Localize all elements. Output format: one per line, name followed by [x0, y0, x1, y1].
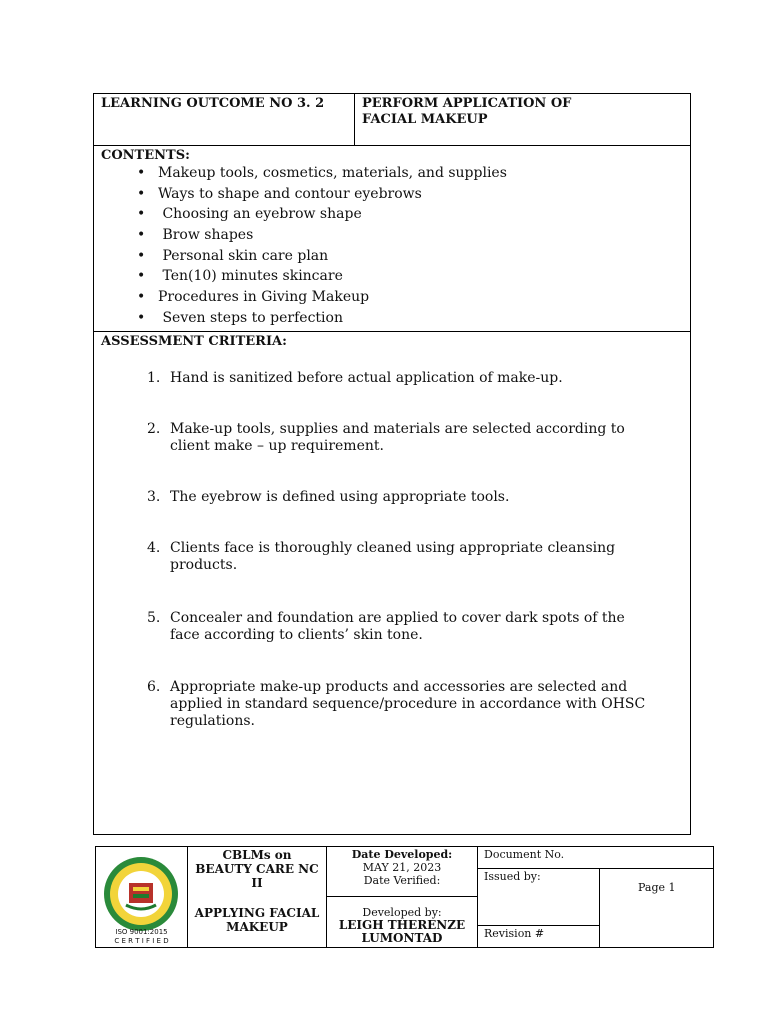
criteria-item: [147, 540, 667, 574]
criteria-text-line: products.: [170, 557, 238, 573]
contents-item-text: Choosing an eyebrow shape: [158, 206, 362, 223]
criteria-number: 4.: [147, 540, 161, 556]
cblm-line1: CBLMs on: [222, 848, 292, 862]
developer-name-line2: LUMONTAD: [361, 931, 443, 945]
module-title-line1: APPLYING FACIAL: [194, 906, 320, 920]
bullet-icon: •: [137, 165, 146, 181]
criteria-item: [147, 370, 667, 387]
contents-title: CONTENTS:: [101, 148, 190, 163]
criteria-title: ASSESSMENT CRITERIA:: [101, 334, 287, 349]
criteria-number: 3.: [147, 489, 161, 505]
criteria-text-line: Concealer and foundation are applied to cover dark spots of the: [170, 610, 625, 626]
criteria-text-line: regulations.: [170, 713, 255, 729]
contents-item: [101, 246, 690, 267]
date-verified-label: Date Verified:: [363, 874, 441, 887]
criteria-text: [147, 421, 667, 455]
outcome-title-line1: PERFORM APPLICATION OF: [362, 96, 572, 111]
criteria-text: [147, 610, 667, 644]
criteria-text-line: client make – up requirement.: [170, 438, 384, 454]
criteria-text-line: Appropriate make-up products and accessories are selected and: [170, 679, 628, 695]
contents-item: [101, 184, 690, 205]
contents-item-text: Procedures in Giving Makeup: [158, 289, 370, 306]
iso-label: ISO 9001:2015: [115, 928, 168, 936]
developed-by-label: Developed by:: [362, 906, 442, 919]
contents-item-text: Brow shapes: [158, 227, 254, 244]
contents-item: [101, 163, 690, 184]
document-no-label: Document No.: [484, 848, 565, 861]
cblm-cell: [187, 846, 327, 948]
criteria-text: [147, 370, 667, 387]
contents-item-text: Personal skin care plan: [158, 247, 329, 264]
criteria-number: 1.: [147, 370, 161, 386]
criteria-text-line: Make-up tools, supplies and materials are selected according to: [170, 421, 625, 437]
contents-item: [101, 266, 690, 287]
contents-item: [101, 308, 690, 329]
criteria-number: 6.: [147, 679, 161, 695]
developer-cell: [326, 896, 478, 948]
criteria-text-line: Hand is sanitized before actual application of make-up.: [170, 370, 563, 386]
criteria-item: [147, 489, 667, 506]
date-cell: [326, 846, 478, 897]
criteria-text: [147, 540, 667, 574]
issued-by-cell: [477, 868, 600, 926]
criteria-item: [147, 679, 667, 730]
contents-item-text: Ten(10) minutes skincare: [158, 268, 343, 285]
learning-outcome-cell: [93, 93, 355, 146]
assessment-criteria-section: [93, 331, 691, 835]
outcome-title-line2: FACIAL MAKEUP: [362, 112, 488, 127]
issued-by-label: Issued by:: [484, 870, 541, 883]
criteria-number: 5.: [147, 610, 161, 626]
bullet-icon: •: [137, 206, 146, 223]
criteria-text: [147, 679, 667, 730]
developer-name-line1: LEIGH THERENZE: [338, 918, 466, 932]
learning-outcome-label: LEARNING OUTCOME NO 3. 2: [101, 96, 325, 111]
revision-label: Revision #: [484, 927, 545, 940]
document-no-cell: [477, 846, 714, 869]
criteria-number: 2.: [147, 421, 161, 437]
cblm-line2: BEAUTY CARE NC: [195, 862, 319, 876]
criteria-text: [147, 489, 667, 506]
criteria-text-line: applied in standard sequence/procedure in accordance with OHSC: [170, 696, 646, 712]
contents-item-text: Makeup tools, cosmetics, materials, and supplies: [158, 165, 507, 181]
contents-item: [101, 204, 690, 225]
bullet-icon: •: [137, 309, 146, 326]
criteria-item: [147, 421, 667, 455]
date-developed-value: MAY 21, 2023: [362, 861, 442, 874]
criteria-text-line: Clients face is thoroughly cleaned using appropriate cleansing: [170, 540, 616, 556]
contents-item: [101, 225, 690, 246]
criteria-item: [147, 610, 667, 644]
bullet-icon: •: [137, 247, 146, 264]
contents-item-text: Seven steps to perfection: [158, 309, 343, 326]
contents-section: [93, 145, 691, 332]
page-number: Page 1: [638, 881, 676, 894]
page-cell: [599, 868, 714, 948]
cblm-line3: II: [251, 876, 263, 890]
revision-cell: [477, 925, 600, 948]
date-developed-label: Date Developed:: [351, 848, 453, 861]
contents-list: [101, 163, 690, 329]
module-title-line2: MAKEUP: [226, 920, 288, 934]
logo-cell: [95, 846, 188, 948]
criteria-text-line: The eyebrow is defined using appropriate tools.: [170, 489, 510, 505]
bullet-icon: •: [137, 185, 146, 202]
certified-label: C E R T I F I E D: [114, 937, 169, 945]
criteria-text-line: face according to clients’ skin tone.: [170, 627, 423, 643]
bullet-icon: •: [137, 268, 146, 285]
contents-item-text: Ways to shape and contour eyebrows: [158, 185, 422, 202]
bullet-icon: •: [137, 227, 146, 244]
outcome-title-cell: [354, 93, 691, 146]
contents-item: [101, 287, 690, 308]
bullet-icon: •: [137, 289, 146, 306]
